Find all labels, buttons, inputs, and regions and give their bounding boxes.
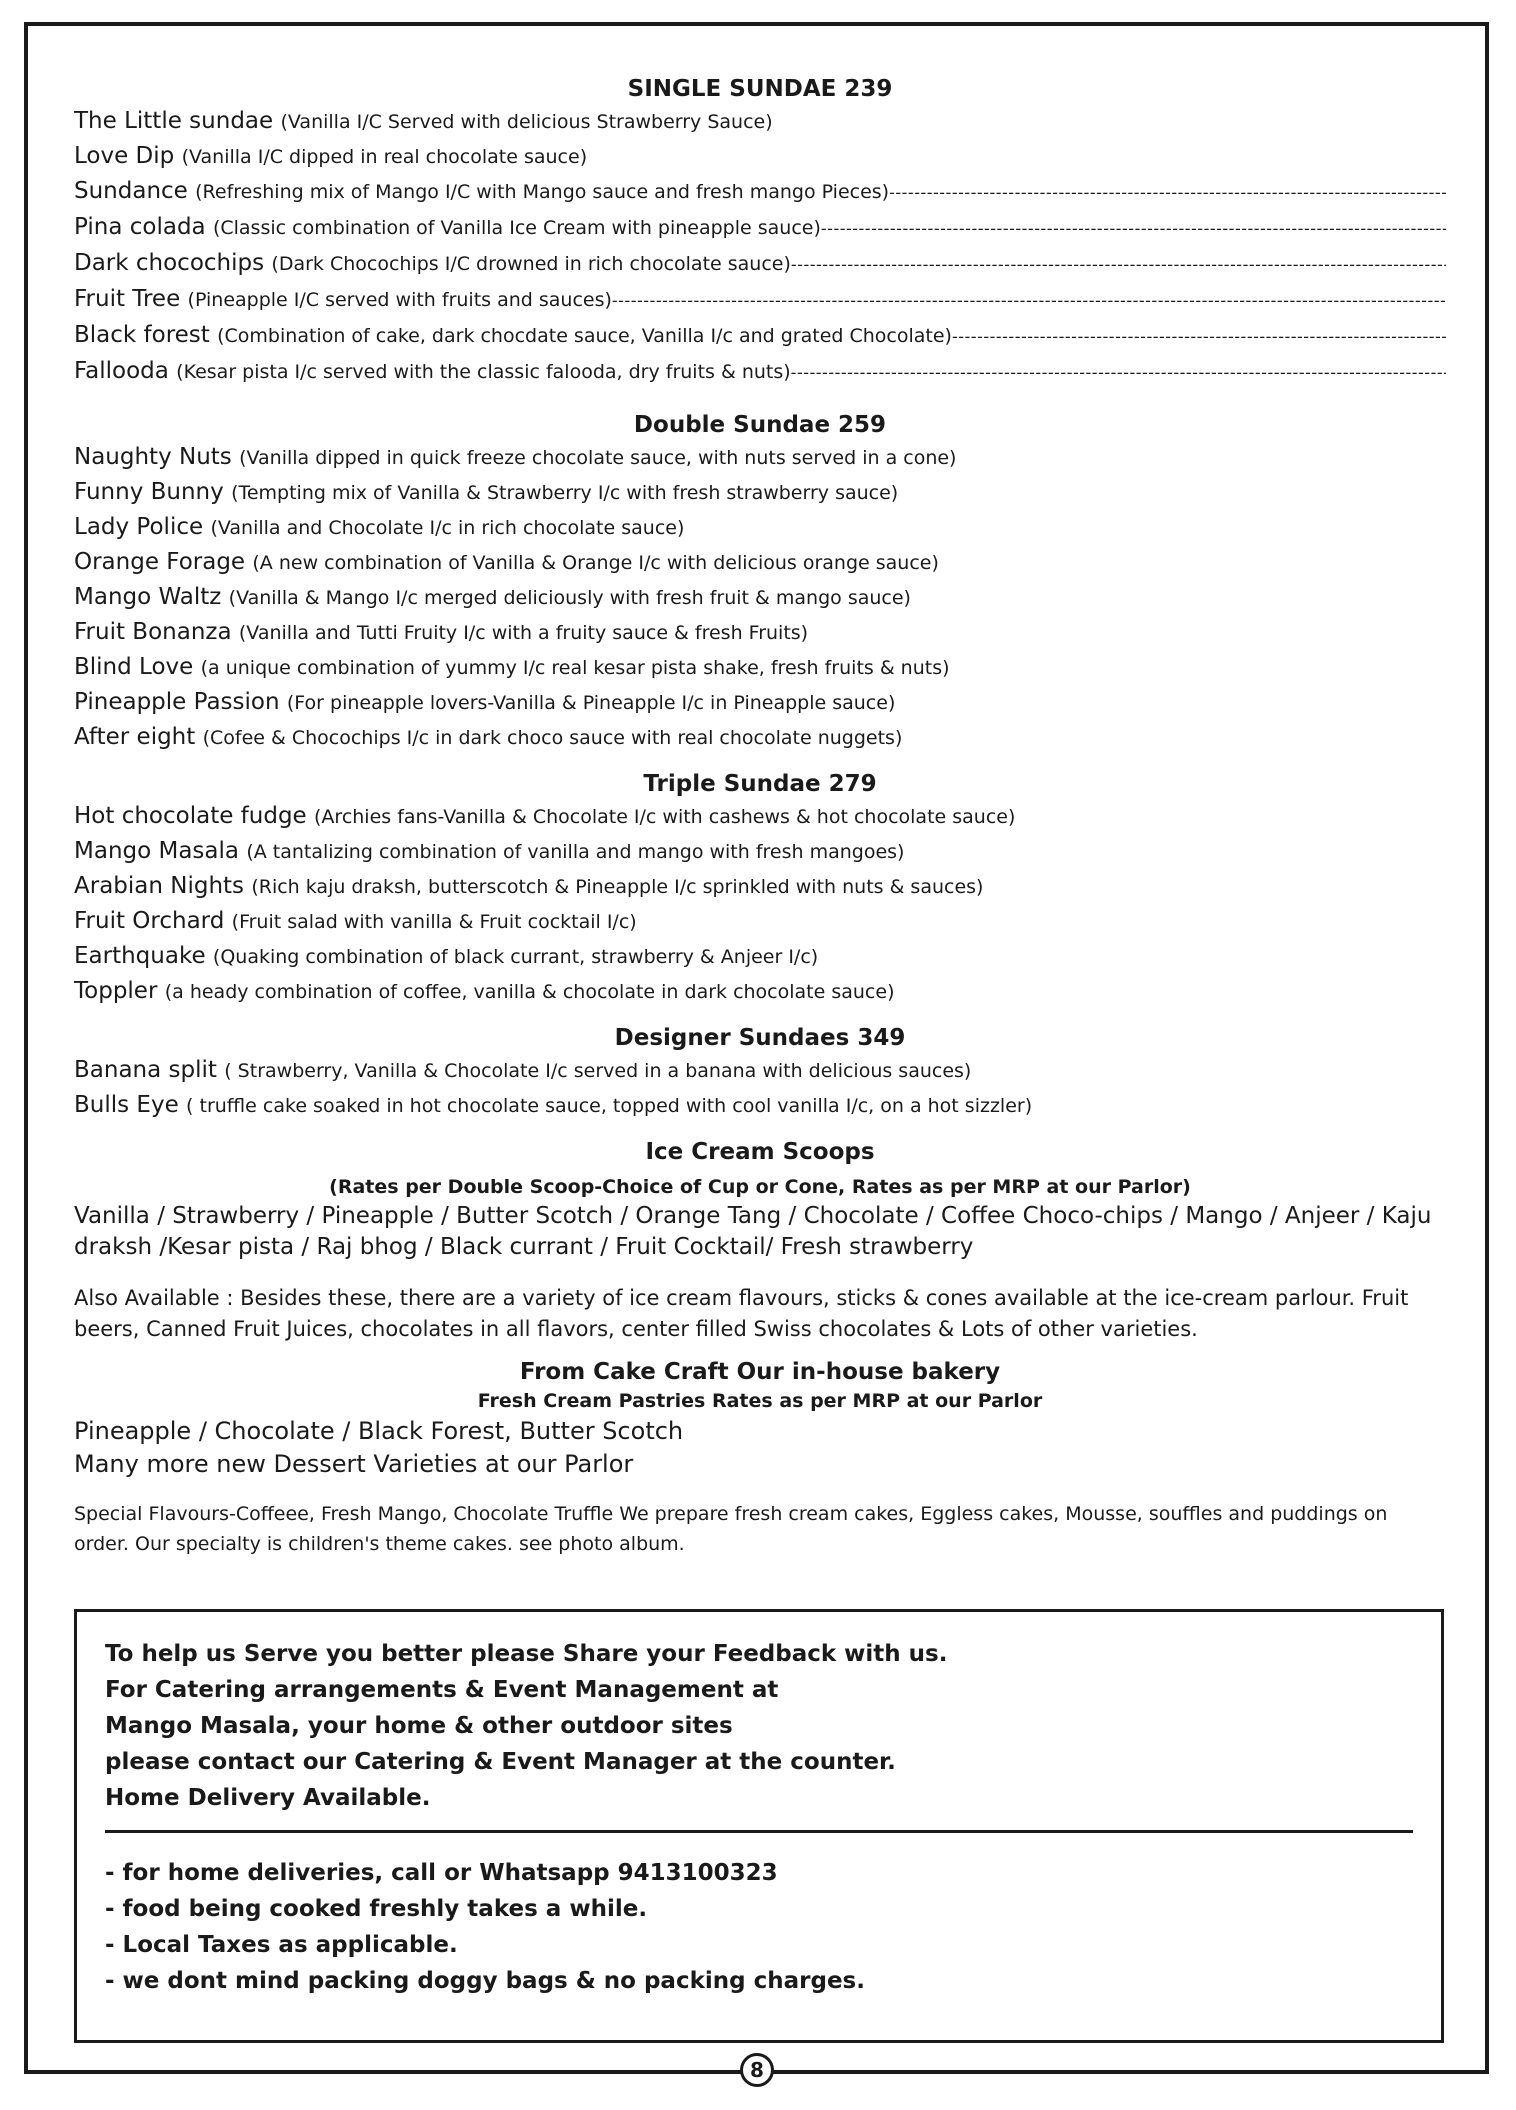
menu-item <box>74 139 1446 174</box>
item-name: Banana split <box>74 1057 217 1083</box>
designer-sundae-list <box>74 1053 1446 1123</box>
note-line: - for home deliveries, call or Whatsapp 9413100323 <box>105 1860 778 1886</box>
bakery-subtitle: Fresh Cream Pastries Rates as per MRP at our Parlor <box>477 1390 1043 1412</box>
menu-item <box>74 282 1446 318</box>
feedback-line: please contact our Catering & Event Manager at the counter. <box>105 1749 896 1775</box>
item-name: Orange Forage <box>74 549 246 575</box>
item-desc: (a heady combination of coffee, vanilla & chocolate in dark chocolate sauce) <box>164 981 895 1003</box>
item-desc: (Rich kaju draksh, butterscotch & Pineapple I/c sprinkled with nuts & sauces) <box>251 876 984 898</box>
note-line: - we dont mind packing doggy bags & no packing charges. <box>105 1968 865 1994</box>
item-name: Black forest <box>74 322 210 348</box>
menu-item <box>74 475 1446 510</box>
menu-item <box>74 650 1446 685</box>
item-desc: (A tantalizing combination of vanilla and mango with fresh mangoes) <box>246 841 905 863</box>
feedback-line: For Catering arrangements & Event Management at <box>105 1677 779 1703</box>
item-name: Toppler <box>74 978 158 1004</box>
special-flavours-line-1: Special Flavours-Coffeee, Fresh Mango, Chocolate Truffle We prepare fresh cream cakes, Eggless cakes, Mousse, souffles and puddings on <box>74 1503 1388 1525</box>
section-title-triple-sundae: Triple Sundae 279 <box>643 771 877 797</box>
note-line: - food being cooked freshly takes a while. <box>105 1896 648 1922</box>
menu-item <box>74 869 1446 904</box>
item-name: Fruit Orchard <box>74 908 225 934</box>
item-name: Earthquake <box>74 943 206 969</box>
menu-item <box>74 685 1446 720</box>
item-desc: (Combination of cake, dark chocdate sauce, Vanilla I/c and grated Chocolate) ----- <box>217 325 1446 347</box>
item-name: Blind Love <box>74 654 194 680</box>
item-desc: (Classic combination of Vanilla Ice Cream with pineapple sauce) ----- <box>213 217 1446 239</box>
menu-item <box>74 246 1446 282</box>
feedback-divider <box>105 1830 1413 1833</box>
item-name: The Little sundae <box>74 108 274 134</box>
item-desc: (Quaking combination of black currant, strawberry & Anjeer I/c) <box>212 946 819 968</box>
item-name: Funny Bunny <box>74 479 224 505</box>
menu-item <box>74 974 1446 1009</box>
item-desc: (Pineapple I/C served with fruits and sauces) ----- <box>188 289 1446 311</box>
item-name: Pina colada <box>74 214 206 240</box>
item-name: Mango Waltz <box>74 584 222 610</box>
menu-item <box>74 354 1446 390</box>
section-title-designer-sundaes: Designer Sundaes 349 <box>614 1025 906 1051</box>
item-name: Love Dip <box>74 143 175 169</box>
scoops-subtitle: (Rates per Double Scoop-Choice of Cup or Cone, Rates as per MRP at our Parlor) <box>329 1176 1191 1198</box>
menu-item <box>74 580 1446 615</box>
menu-item <box>74 1088 1446 1123</box>
item-desc: (Fruit salad with vanilla & Fruit cocktail I/c) <box>231 911 637 933</box>
menu-item <box>74 318 1446 354</box>
bakery-line-2: Many more new Dessert Varieties at our Parlor <box>74 1450 634 1478</box>
section-title-double-sundae: Double Sundae 259 <box>633 412 887 438</box>
menu-item <box>74 104 1446 139</box>
item-desc: (Vanilla dipped in quick freeze chocolate sauce, with nuts served in a cone) <box>239 447 957 469</box>
menu-item <box>74 440 1446 475</box>
feedback-box <box>74 1609 1444 2043</box>
also-available-line-2: beers, Canned Fruit Juices, chocolates in all flavors, center filled Swiss chocolates & Lots of other varieties. <box>74 1317 1198 1341</box>
menu-item <box>74 1053 1446 1088</box>
single-sundae-list <box>74 104 1446 390</box>
menu-item <box>74 210 1446 246</box>
item-name: Pineapple Passion <box>74 689 280 715</box>
menu-item <box>74 939 1446 974</box>
item-desc: (Vanilla & Mango I/c merged deliciously with fresh fruit & mango sauce) <box>228 587 911 609</box>
item-name: After eight <box>74 724 196 750</box>
feedback-line: To help us Serve you better please Share your Feedback with us. <box>105 1641 948 1667</box>
item-name: Hot chocolate fudge <box>74 803 307 829</box>
item-desc: (Dark Chocochips I/C drowned in rich chocolate sauce) ----- <box>271 253 1446 275</box>
item-desc: (Tempting mix of Vanilla & Strawberry I/c with fresh strawberry sauce) <box>231 482 899 504</box>
menu-item <box>74 615 1446 650</box>
menu-item <box>74 904 1446 939</box>
item-name: Dark chocochips <box>74 250 265 276</box>
item-name: Mango Masala <box>74 838 239 864</box>
item-name: Fruit Tree <box>74 286 181 312</box>
page-number: 8 <box>740 2053 774 2087</box>
feedback-line: Home Delivery Available. <box>105 1785 431 1811</box>
item-desc: ( Strawberry, Vanilla & Chocolate I/c served in a banana with delicious sauces) <box>224 1060 972 1082</box>
section-title-ice-cream-scoops: Ice Cream Scoops <box>645 1139 875 1165</box>
feedback-line: Mango Masala, your home & other outdoor sites <box>105 1713 733 1739</box>
item-name: Fruit Bonanza <box>74 619 232 645</box>
section-title-bakery: From Cake Craft Our in-house bakery <box>519 1359 1001 1385</box>
menu-item <box>74 545 1446 580</box>
menu-item <box>74 510 1446 545</box>
item-desc: (A new combination of Vanilla & Orange I/c with delicious orange sauce) <box>252 552 939 574</box>
item-desc: (Cofee & Chocochips I/c in dark choco sauce with real chocolate nuggets) <box>202 727 903 749</box>
double-sundae-list <box>74 440 1446 755</box>
menu-item <box>74 174 1446 210</box>
menu-item <box>74 799 1446 834</box>
item-desc: (Refreshing mix of Mango I/C with Mango sauce and fresh mango Pieces) ----- <box>195 181 1446 203</box>
item-desc: ( truffle cake soaked in hot chocolate sauce, topped with cool vanilla I/c, on a hot sizzler) <box>186 1095 1033 1117</box>
item-name: Bulls Eye <box>74 1092 179 1118</box>
item-name: Naughty Nuts <box>74 444 232 470</box>
scoops-flavours-line-1: Vanilla / Strawberry / Pineapple / Butter Scotch / Orange Tang / Chocolate / Coffee Choco-chips / Mango / Anjeer / Kaju <box>74 1203 1432 1229</box>
item-desc: (Vanilla I/C Served with delicious Strawberry Sauce) <box>280 111 773 133</box>
scoops-flavours-line-2: draksh /Kesar pista / Raj bhog / Black currant / Fruit Cocktail/ Fresh strawberry <box>74 1234 974 1260</box>
menu-item <box>74 720 1446 755</box>
item-desc: (Vanilla I/C dipped in real chocolate sauce) <box>181 146 588 168</box>
menu-item <box>74 834 1446 869</box>
also-available-line-1: Also Available : Besides these, there are a variety of ice cream flavours, sticks & cones available at the ice-cream parlour. Fruit <box>74 1286 1409 1310</box>
item-desc: (Vanilla and Chocolate I/c in rich chocolate sauce) <box>210 517 685 539</box>
note-line: - Local Taxes as applicable. <box>105 1932 458 1958</box>
item-desc: (Vanilla and Tutti Fruity I/c with a fruity sauce & fresh Fruits) <box>238 622 809 644</box>
item-desc: (Archies fans-Vanilla & Chocolate I/c with cashews & hot chocolate sauce) <box>314 806 1016 828</box>
item-name: Sundance <box>74 178 188 204</box>
item-desc: (For pineapple lovers-Vanilla & Pineapple I/c in Pineapple sauce) <box>286 692 896 714</box>
section-title-single-sundae: SINGLE SUNDAE 239 <box>627 76 893 102</box>
special-flavours-line-2: order. Our specialty is children's theme cakes. see photo album. <box>74 1533 685 1555</box>
item-name: Lady Police <box>74 514 204 540</box>
bakery-line-1: Pineapple / Chocolate / Black Forest, Butter Scotch <box>74 1417 684 1445</box>
item-desc: (Kesar pista I/c served with the classic falooda, dry fruits & nuts) ----- <box>176 361 1446 383</box>
item-name: Fallooda <box>74 358 169 384</box>
triple-sundae-list <box>74 799 1446 1009</box>
item-name: Arabian Nights <box>74 873 245 899</box>
item-desc: (a unique combination of yummy I/c real kesar pista shake, fresh fruits & nuts) <box>200 657 950 679</box>
menu-content <box>74 74 1446 1559</box>
